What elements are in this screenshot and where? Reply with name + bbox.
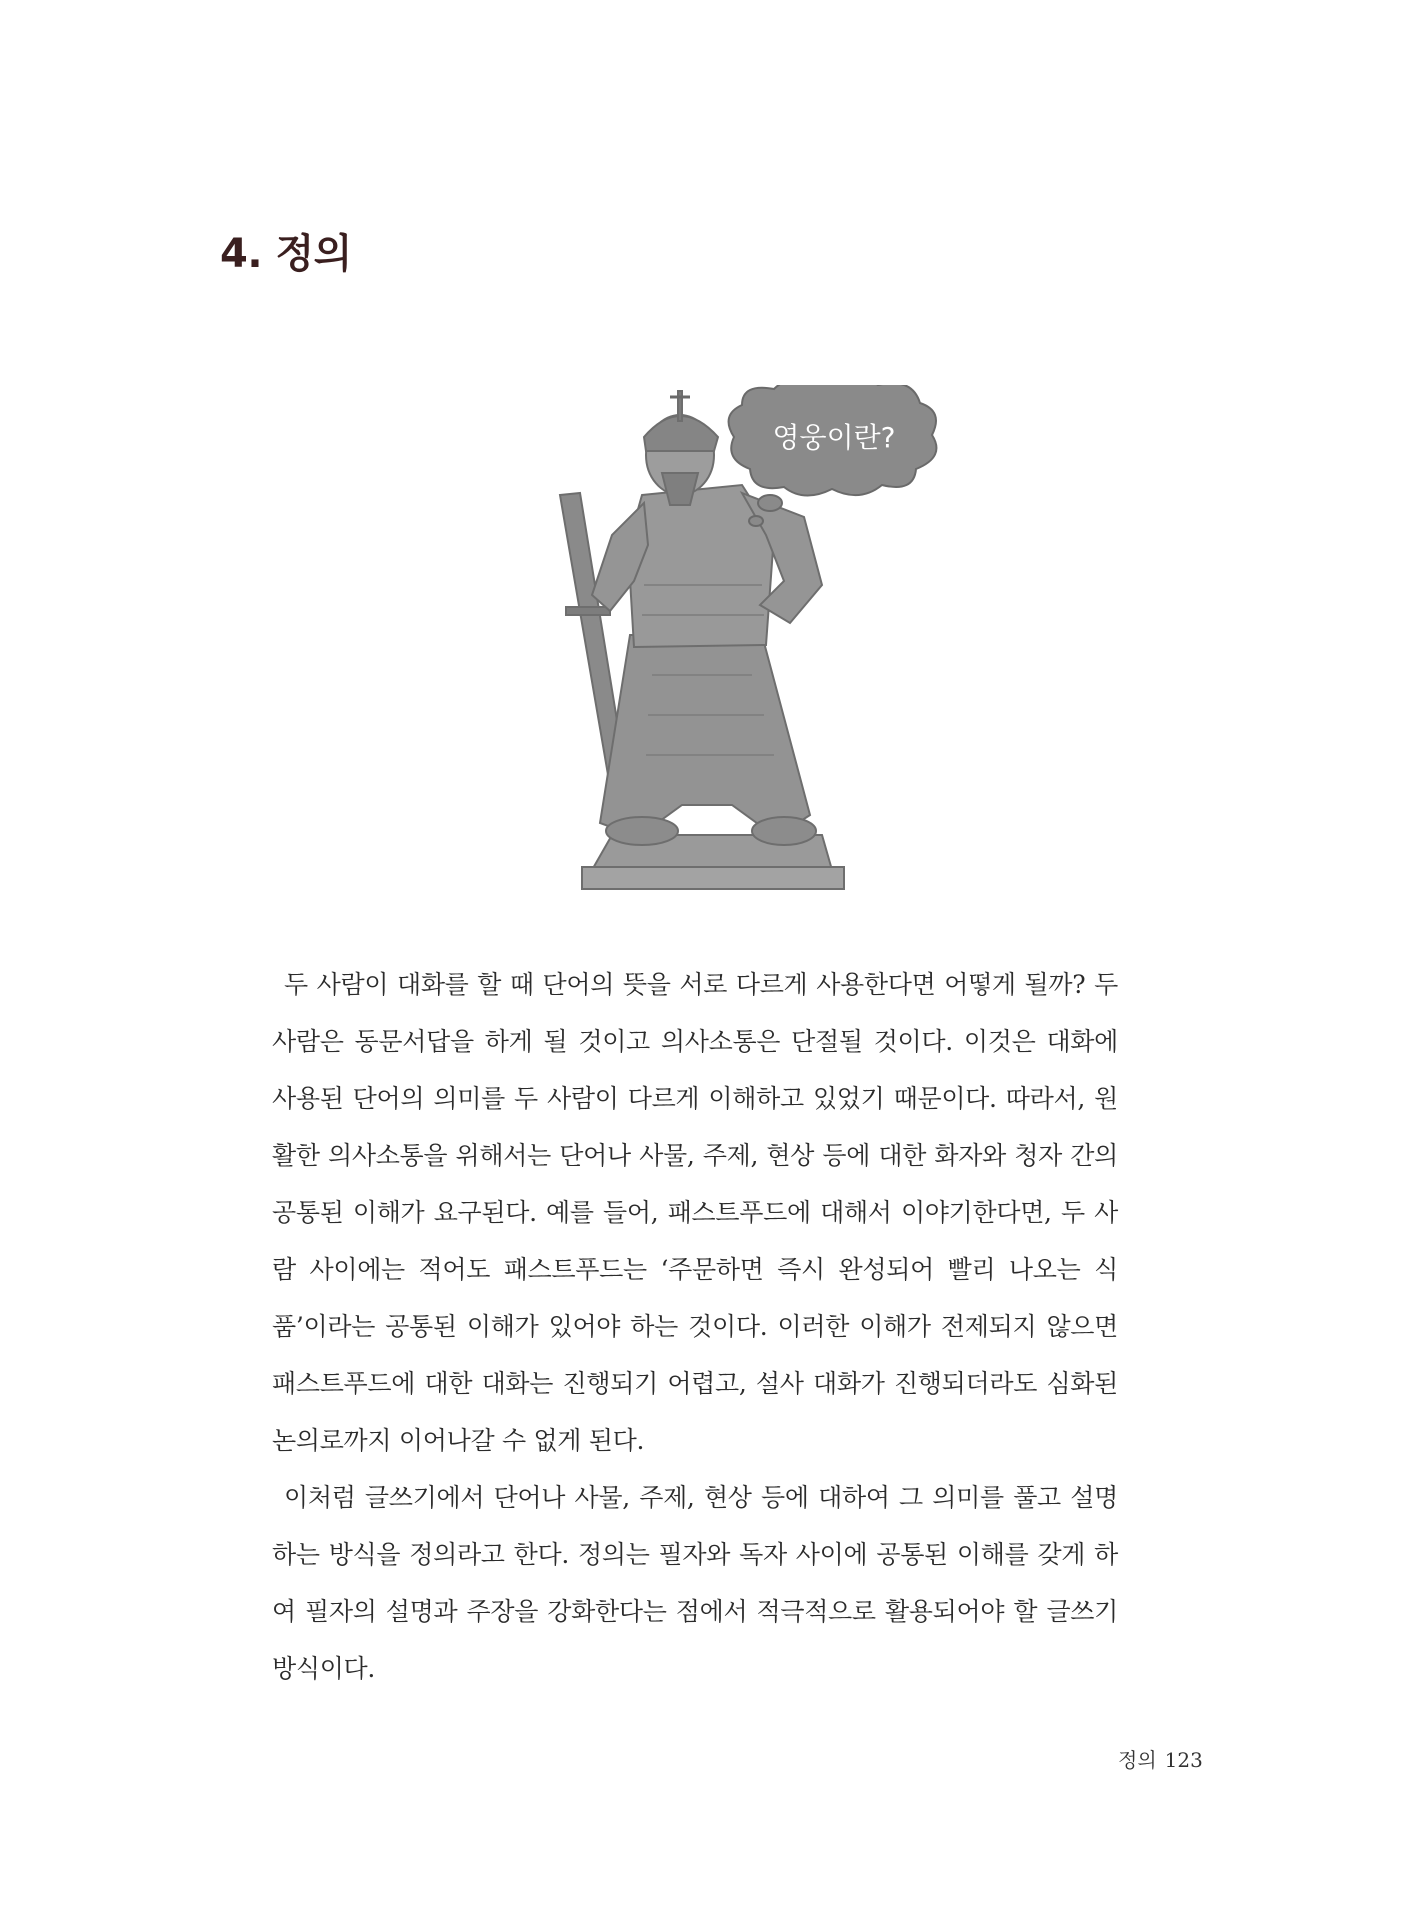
thought-bubble-text: 영웅이란? [772,421,896,454]
paragraph-2: 이처럼 글쓰기에서 단어나 사물, 주제, 현상 등에 대하여 그 의미를 풀고 설명하는 방식을 정의라고 한다. 정의는 필자와 독자 사이에 공통된 이해를 갖게 하여 필자의 설명과 주장을 강화한다는 점에서 적극적으로 활용되어야 할 글쓰기 방식이다. [272,1483,1118,1683]
thought-bubble [729,385,937,526]
footer-chapter: 정의 [1118,1748,1157,1772]
section-title: 4. 정의 [220,231,352,277]
body-text [272,956,1118,1697]
page-footer [1118,1744,1211,1773]
page-number: 123 [1164,1748,1203,1772]
paragraph-1: 두 사람이 대화를 할 때 단어의 뜻을 서로 다르게 사용한다면 어떻게 될까? 두 사람은 동문서답을 하게 될 것이고 의사소통은 단절될 것이다. 이것은 대화에 사용된 단어의 의미를 두 사람이 다르게 이해하고 있었기 때문이다. 따라서, 원활한 의사소통을 위해서는 단어나 사물, 주제, 현상 등에 대한 화자와 청자 간의 공통된 이해가 요구된다. 예를 들어, 패스트푸드에 대해서 이야기한다면, 두 사람 사이에는 적어도 패스트푸드는 ‘주문하면 즉시 완성되어 빨리 나오는 식품’이라는 공통된 이해가 있어야 하는 것이다. 이러한 이해가 전제되지 않으면 패스트푸드에 대한 대화는 진행되기 어렵고, 설사 대화가 진행되더라도 심화된 논의로까지 이어나갈 수 없게 된다. [272,970,1118,1455]
statue-figure [552,385,1022,905]
